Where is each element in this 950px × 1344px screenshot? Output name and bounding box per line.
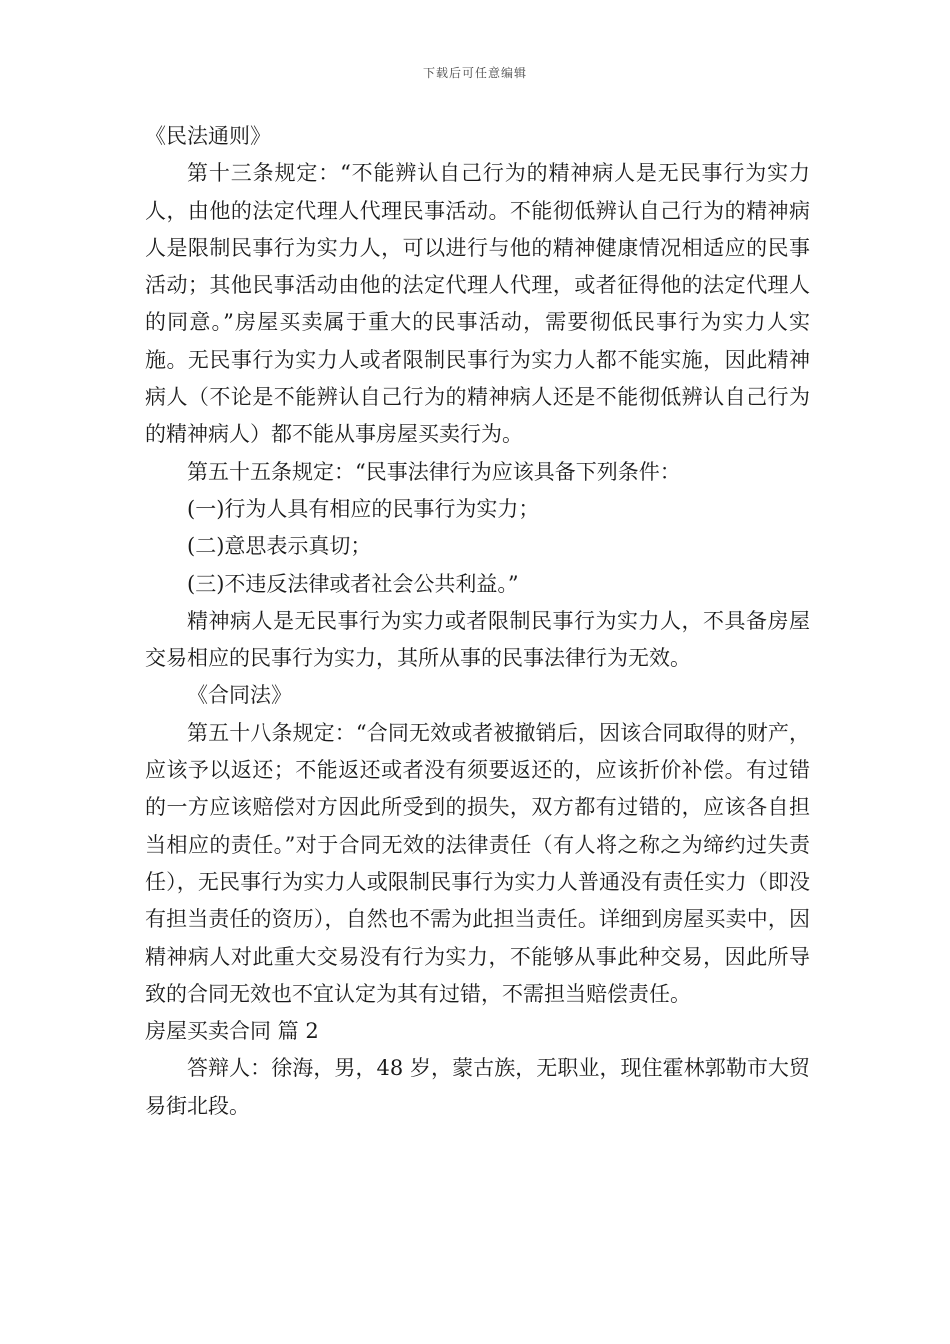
page-header: 下载后可任意编辑 [422, 66, 527, 80]
article-58-paragraph: 第五十八条规定：“合同无效或者被撤销后，因该合同取得的财产，应该予以返还；不能返还或者没有须要返还的，应该折价补偿。有过错的一方应该赔偿对方因此所受到的损失，双方都有过错的，应该各自担当相应的责任。”对于合同无效的法律责任（有人将之称之为缔约过失责任），无民事行为实力人或限制民事行为实力人普通没有责任实力（即没有担当责任的资历），自然也不需为此担当责任。详细到房屋买卖中，因精神病人对此重大交易没有行为实力，不能够从事此种交易，因此所导致的合同无效也不宜认定为其有过错，不需担当赔偿责任。 [145, 720, 810, 1006]
article-55-condition-1: (一)行为人具有相应的民事行为实力； [187, 496, 540, 521]
article-55-paragraph: 第五十五条规定：“民事法律行为应该具备下列条件： [187, 459, 681, 484]
section-heading-contract-2: 房屋买卖合同 篇 2 [145, 1019, 319, 1044]
article-55-condition-3: (三)不违反法律或者社会公共利益。” [187, 571, 519, 596]
law-title-civil-code: 《民法通则》 [145, 124, 271, 148]
document-body [145, 118, 810, 1125]
law-title-contract-law: 《合同法》 [187, 683, 292, 708]
mental-patient-paragraph: 精神病人是无民事行为实力或者限制民事行为实力人，不具备房屋交易相应的民事行为实力，其所从事的民事法律行为无效。 [145, 608, 810, 671]
respondent-paragraph: 答辩人：徐海，男，48 岁，蒙古族，无职业，现住霍林郭勒市大贸易街北段。 [145, 1056, 810, 1118]
article-13-paragraph: 第十三条规定：“不能辨认自己行为的精神病人是无民事行为实力人，由他的法定代理人代理民事活动。不能彻低辨认自己行为的精神病人是限制民事行为实力人，可以进行与他的精神健康情况相适应的民事活动；其他民事活动由他的法定代理人代理，或者征得他的法定代理人的同意。”房屋买卖属于重大的民事活动，需要彻低民事行为实力人实施。无民事行为实力人或者限制民事行为实力人都不能实施，因此精神病人（不论是不能辨认自己行为的精神病人还是不能彻低辨认自己行为的精神病人）都不能从事房屋买卖行为。 [145, 161, 810, 447]
article-55-condition-2: (二)意思表示真切； [187, 534, 372, 559]
